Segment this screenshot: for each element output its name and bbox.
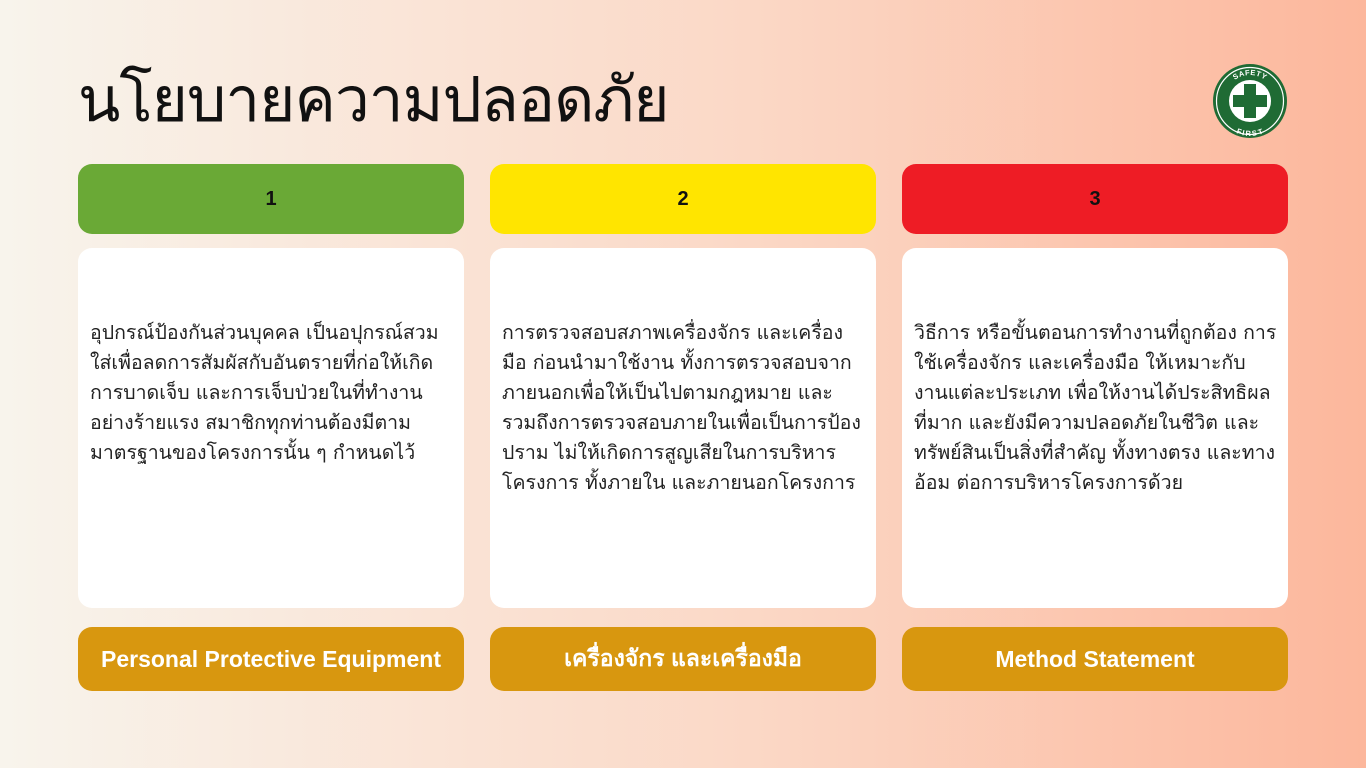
column-number: 1 xyxy=(265,187,277,210)
column-label: Personal Protective Equipment xyxy=(101,645,441,672)
column-3-card xyxy=(902,248,1288,608)
column-2-number-header xyxy=(490,164,876,234)
column-3-label-box xyxy=(902,627,1288,691)
column-body-text: อุปกรณ์ป้องกันส่วนบุคคล เป็นอปุกรณ์สวมใส่เพื่อลดการสัมผัสกับอันตรายที่ก่อให้เกิดการบาดเจ็บ และการเจ็บป่วยในที่ทำงานอย่างร้ายแรง สมาชิกทุกท่านต้องมีตามมาตรฐานของโครงการนั้น ๆ กำหนดไว้ xyxy=(90,321,439,464)
column-3-number-header xyxy=(902,164,1288,234)
column-body-text: การตรวจสอบสภาพเครื่องจักร และเครื่องมือ ก่อนนำมาใช้งาน ทั้งการตรวจสอบจากภายนอกเพื่อให้เป็นไปตามกฎหมาย และรวมถึงการตรวจสอบภายในเพื่อเป็นการป้องปราม ไม่ให้เกิดการสูญเสียในการบริหารโครงการ ทั้งภายใน และภายนอกโครงการ xyxy=(502,321,861,494)
column-label: เครื่องจักร และเครื่องมือ xyxy=(564,645,802,671)
column-number: 2 xyxy=(677,187,689,210)
column-1-card xyxy=(78,248,464,608)
column-2-card xyxy=(490,248,876,608)
column-number: 3 xyxy=(1089,187,1101,210)
safety-first-cross-icon xyxy=(1212,63,1288,139)
page-title: นโยบายความปลอดภัย xyxy=(78,63,669,136)
column-2-label-box xyxy=(490,627,876,691)
logo-top-text: SAFETY xyxy=(1231,67,1269,82)
column-1-number-header xyxy=(78,164,464,234)
column-label: Method Statement xyxy=(995,645,1195,672)
column-1-label-box xyxy=(78,627,464,691)
logo-bottom-text: FIRST xyxy=(1235,126,1265,139)
column-body-text: วิธีการ หรือขั้นตอนการทำงานที่ถูกต้อง การใช้เครื่องจักร และเครื่องมือ ให้เหมาะกับงานแต่ละประเภท เพื่อให้งานได้ประสิทธิผลที่มาก และยังมีความปลอดภัยในชีวิต และทรัพย์สินเป็นสิ่งที่สำคัญ ทั้งทางตรง และทางอ้อม ต่อการบริหารโครงการด้วย xyxy=(914,321,1277,494)
